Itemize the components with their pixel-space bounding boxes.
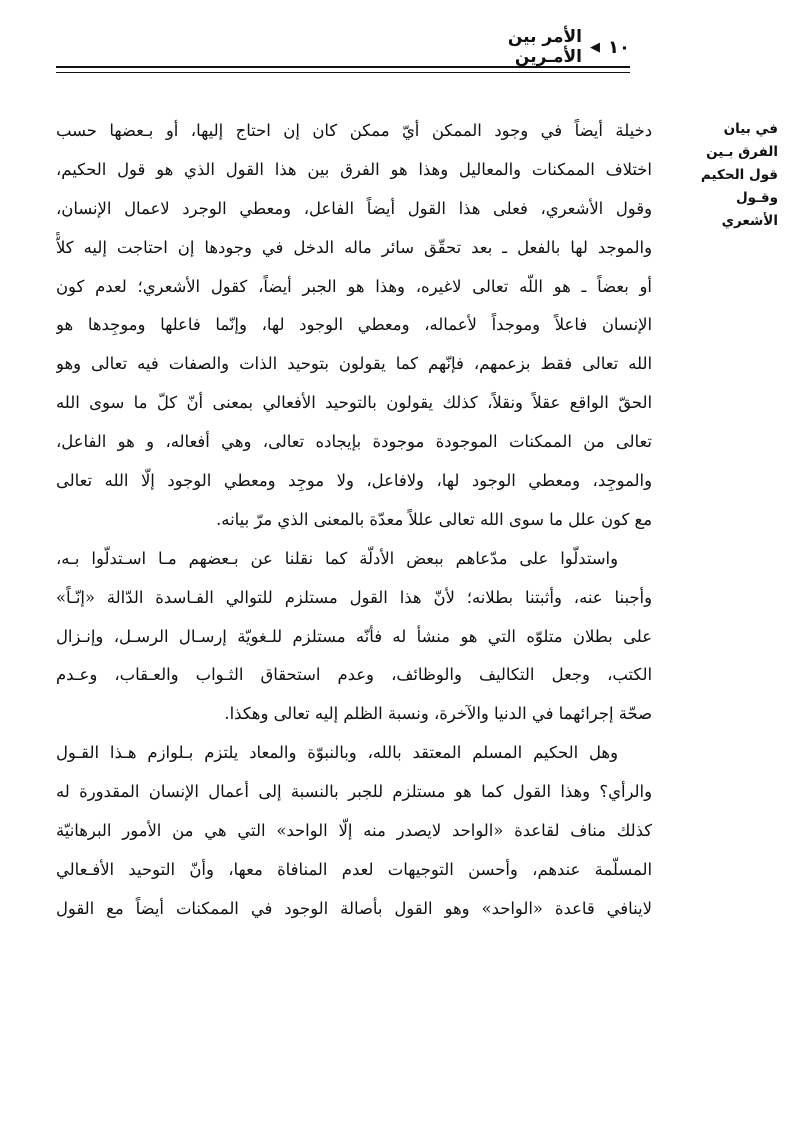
text-line: كذلك مناف لقاعدة «الواحد لايصدر منه إلّا الواحد» التي هي من الأمور البرهانيّة [56,821,652,841]
page-number: ١٠ [608,36,630,58]
text-line: لاينافي قاعدة «الواحد» وهو القول بأصالة الوجود في الممكنات أيضاً مع القول [56,898,652,918]
text-line: الحقّ الواقع عقلاً ونقلاً، كذلك يقولون بالتوحيد الأفعالي بمعنى أنّ كلّ ما سوى الله [56,393,652,413]
text-line: وقول الأشعري، فعلى هذا القول أيضاً الفاعل، ومعطي الوجرد لاعمال الإنسان، [56,198,652,218]
text-line: صحّة إجرائهما في الدنيا والآخرة، ونسبة الظلم إليه تعالى وهكذا. [224,704,652,724]
text-line: واستدلّوا على مدّعاهم ببعض الأدلّة كما نقلنا عن بـعضهم مـا اسـتدلّوا بـه، [56,548,618,568]
text-line: والموجِد، ومعطي الوجود لها، ولافاعل، ولا موجِد ومعطي الوجود إلّا الله تعالى [56,471,652,491]
text-line: والرأي؟ وهذا القول كما هو مستلزم للجبر بالنسبة إلى أعمال الإنسان المقدورة له [56,782,652,802]
margin-note-line: في بيان الفرق بـين [706,121,778,160]
text-line: أو بعضاً ـ هو اللّه تعالى لاغيره، وهذا هو الجبر أيضاً، كقول الأشعري؛ لعدم كون [56,276,652,296]
text-line: الله تعالى فقط بزعمهم، فإنّهم كما يقولون بتوحيد الذات والصفات فيه تعالى وهو [56,354,652,374]
margin-note-line: الأشعري [721,213,778,229]
text-line: على بطلان متلوّه التي هو منشأ له فأنّه مستلزم للـغويّة إرسـال الرسـل، وإنـزال [56,626,652,646]
header-rule-thick [56,66,630,68]
margin-note [690,118,778,233]
triangle-arrow-icon: ▶ [590,39,601,55]
body-text [56,112,652,929]
text-line: مع كون علل ما سوى الله تعالى عللاً معدّة بالمعنى الذي مرّ بيانه. [216,509,652,529]
text-line: الكتب، وجعل التكاليف والوظائف، وعدم استحقاق الثـواب والعـقاب، وعـدم [56,665,652,685]
text-line: وهل الحكيم المسلم المعتقد بالله، وبالنبوّة والمعاد يلتزم بـلوازم هـذا القـول [56,743,618,763]
margin-note-line: قول الحكيم وقـول [700,167,778,206]
text-line: دخيلة أيضاً في وجود الممكن أيّ ممكن كان إن احتاج إليها، أو بـعضها حسب [56,121,652,140]
running-title: الأمر بين الأمـرين [507,27,583,67]
header-rule-thin [56,72,630,73]
running-header [440,27,630,67]
text-line: المسلّمة عندهم، وأحسن التوجيهات لعدم المنافاة معها، وأنّ التوحيد الأفـعالي [56,859,652,879]
text-line: وأجبنا عنه، وأثبتنا بطلانه؛ لأنّ هذا القول مستلزم للتوالي الفـاسدة الدّالة «إنّـاً» [56,587,652,607]
text-line: تعالى من الممكنات الموجودة موجودة بإيجاده تعالى، وهي أفعاله، و هو الفاعل، [56,432,652,452]
text-line: والموجد لها بالفعل ـ بعد تحقّق سائر ماله الدخل في وجودها إن احتاجت إليه كلاًّ [56,237,652,257]
text-line: اختلاف الممكنات والمعاليل وهذا هو الفرق بين هذا القول الذي هو قول الحكيم، [56,159,652,179]
text-line: الإنسان فاعلاً وموجداً لأعماله، ومعطي الوجود لها، وإنّما فاعلها وموجِدها هو [56,315,652,335]
